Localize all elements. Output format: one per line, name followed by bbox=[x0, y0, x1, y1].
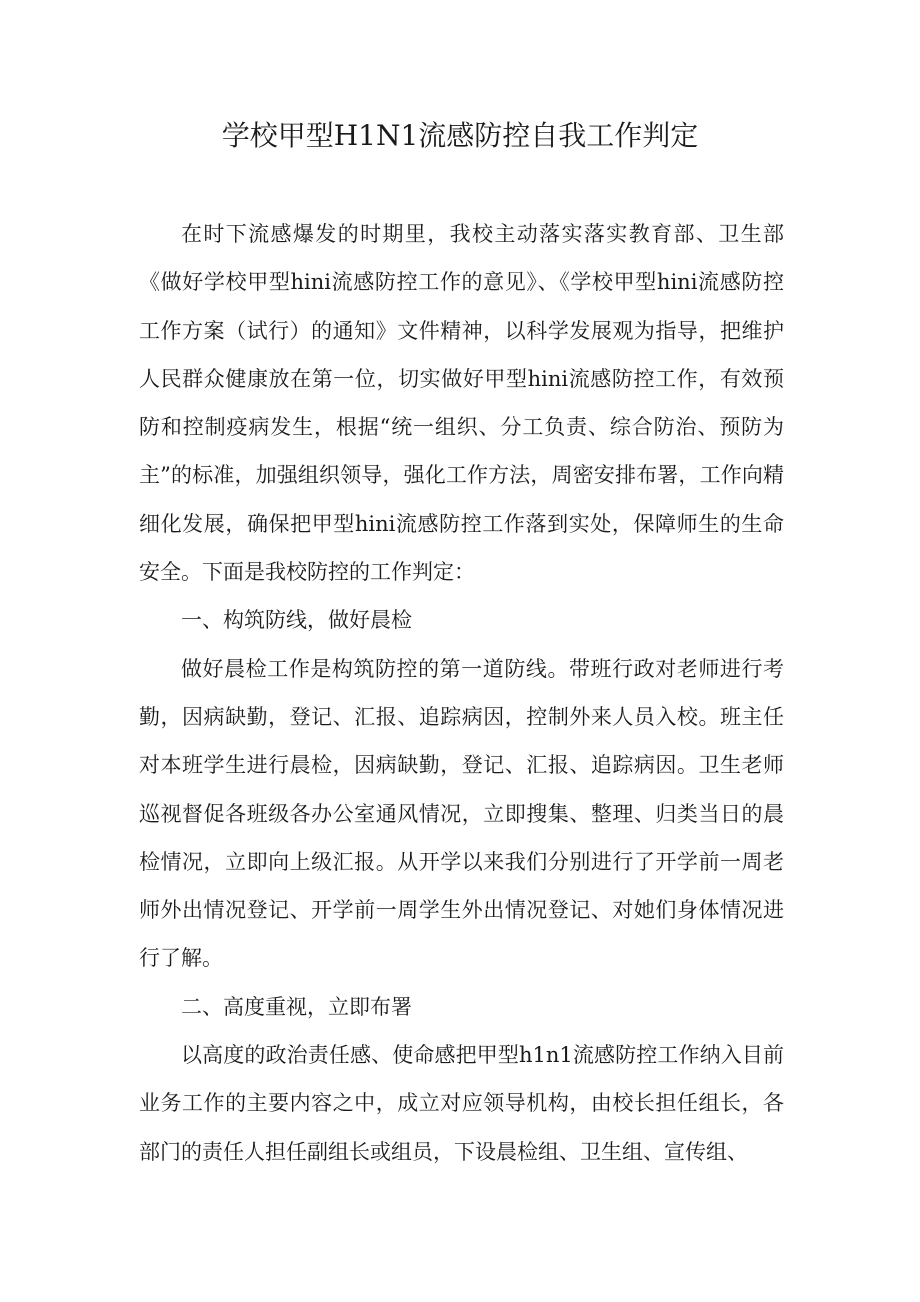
paragraph-intro: 在时下流感爆发的时期里，我校主动落实落实教育部、卫生部《做好学校甲型hini流感防控工作的意见》、《学校甲型hini流感防控工作方案（试行）的通知》文件精神，以科学发展观为指导，把维护人民群众健康放在第一位，切实做好甲型hini流感防控工作，有效预防和控制疫病发生，根据“统一组织、分工负责、综合防治、预防为主”的标准，加强组织领导，强化工作方法，周密安排布署，工作向精细化发展，确保把甲型hini流感防控工作落到实处，保障师生的生命安全。下面是我校防控的工作判定： bbox=[139, 222, 784, 585]
document-body bbox=[139, 210, 784, 1176]
document-title: 学校甲型H1N1流感防控自我工作判定 bbox=[221, 119, 699, 152]
paragraph-deployment: 以高度的政治责任感、使命感把甲型h1n1流感防控工作纳入目前业务工作的主要内容之中，成立对应领导机构，由校长担任组长，各部门的责任人担任副组长或组员，下设晨检组、卫生组、宣传组、 bbox=[139, 1043, 784, 1164]
section-heading-2: 二、高度重视，立即布署 bbox=[181, 994, 412, 1019]
section-heading-1: 一、构筑防线，做好晨检 bbox=[181, 608, 412, 633]
paragraph-morning-check: 做好晨检工作是构筑防控的第一道防线。带班行政对老师进行考勤，因病缺勤，登记、汇报、追踪病因，控制外来人员入校。班主任对本班学生进行晨检，因病缺勤，登记、汇报、追踪病因。卫生老师巡视督促各班级各办公室通风情况，立即搜集、整理、归类当日的晨检情况，立即向上级汇报。从开学以来我们分别进行了开学前一周老师外出情况登记、开学前一周学生外出情况登记、对她们身体情况进行了解。 bbox=[139, 656, 784, 971]
